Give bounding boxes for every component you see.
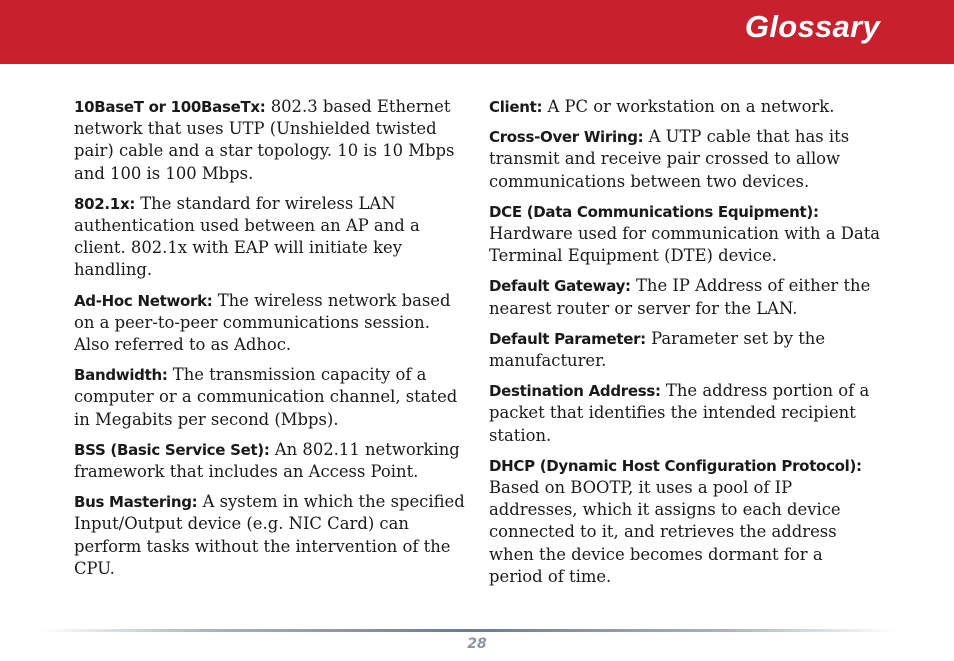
page-title: Glossary [744,9,880,44]
glossary-definition: An 802.11 networking framework that includes an Access Point. [74,439,460,482]
glossary-definition: A UTP cable that has its transmit and receive pair crossed to allow communications between two devices. [489,127,850,191]
glossary-entry [489,275,881,319]
glossary-entry [74,290,466,357]
glossary-definition: Hardware used for communication with a Data Terminal Equipment (DTE) device. [489,224,881,266]
glossary-definition: The address portion of a packet that identifies the intended recipient station. [489,381,870,445]
glossary-definition: The wireless network based on a peer-to-peer communications session. Also referred to as Adhoc. [74,290,451,355]
glossary-entry [489,96,881,118]
glossary-entry [489,201,881,268]
glossary-term: Default Parameter: [489,329,646,348]
glossary-entry [74,364,466,431]
glossary-term: Default Gateway: [489,277,631,296]
glossary-term: Bus Mastering: [74,493,198,512]
glossary-definition: Parameter set by the manufacturer. [489,328,826,371]
glossary-definition: A PC or workstation on a network. [547,97,835,116]
glossary-term: Ad-Hoc Network: [74,291,213,310]
glossary-entry [74,491,466,580]
glossary-entry [74,439,466,483]
glossary-definition: The transmission capacity of a computer or a communication channel, stated in Megabits per second (Mbps). [74,365,458,429]
glossary-term: 802.1x: [74,194,136,213]
right-column [489,96,881,596]
page-number: 28 [467,636,487,652]
glossary-entry [489,328,881,372]
glossary-term: BSS (Basic Service Set): [74,440,270,459]
glossary-term: DCE (Data Communications Equipment): [489,202,819,221]
glossary-entry [489,380,881,447]
glossary-definition: The standard for wireless LAN authentication used between an AP and a client. 802.1x with EAP will initiate key handling. [74,193,420,280]
glossary-term: 10BaseT or 100BaseTx: [74,98,266,116]
glossary-term: DHCP (Dynamic Host Configuration Protocol): [489,456,862,475]
header-bar [0,0,954,64]
glossary-definition: 802.3 based Ethernet network that uses UTP (Unshielded twisted pair) cable and a star topology. 10 is 10 Mbps and 100 is 100 Mbps. [74,97,455,183]
glossary-definition: A system in which the specified Input/Output device (e.g. NIC Card) can perform tasks without the intervention of the CPU. [74,492,465,578]
glossary-entry [489,126,881,193]
glossary-definition: Based on BOOTP, it uses a pool of IP addresses, which it assigns to each device connected to it, and retrieves the address when the device becomes dormant for a period of time. [489,478,841,586]
left-column [74,96,466,588]
glossary-term: Client: [489,98,543,116]
glossary-entry [489,455,881,588]
glossary-term: Cross-Over Wiring: [489,128,644,147]
glossary-entry [74,193,466,282]
glossary-definition: The IP Address of either the nearest router or server for the LAN. [489,276,871,318]
glossary-term: Bandwidth: [74,366,168,385]
footer-divider [40,629,896,632]
glossary-entry [74,96,466,185]
glossary-term: Destination Address: [489,382,661,401]
